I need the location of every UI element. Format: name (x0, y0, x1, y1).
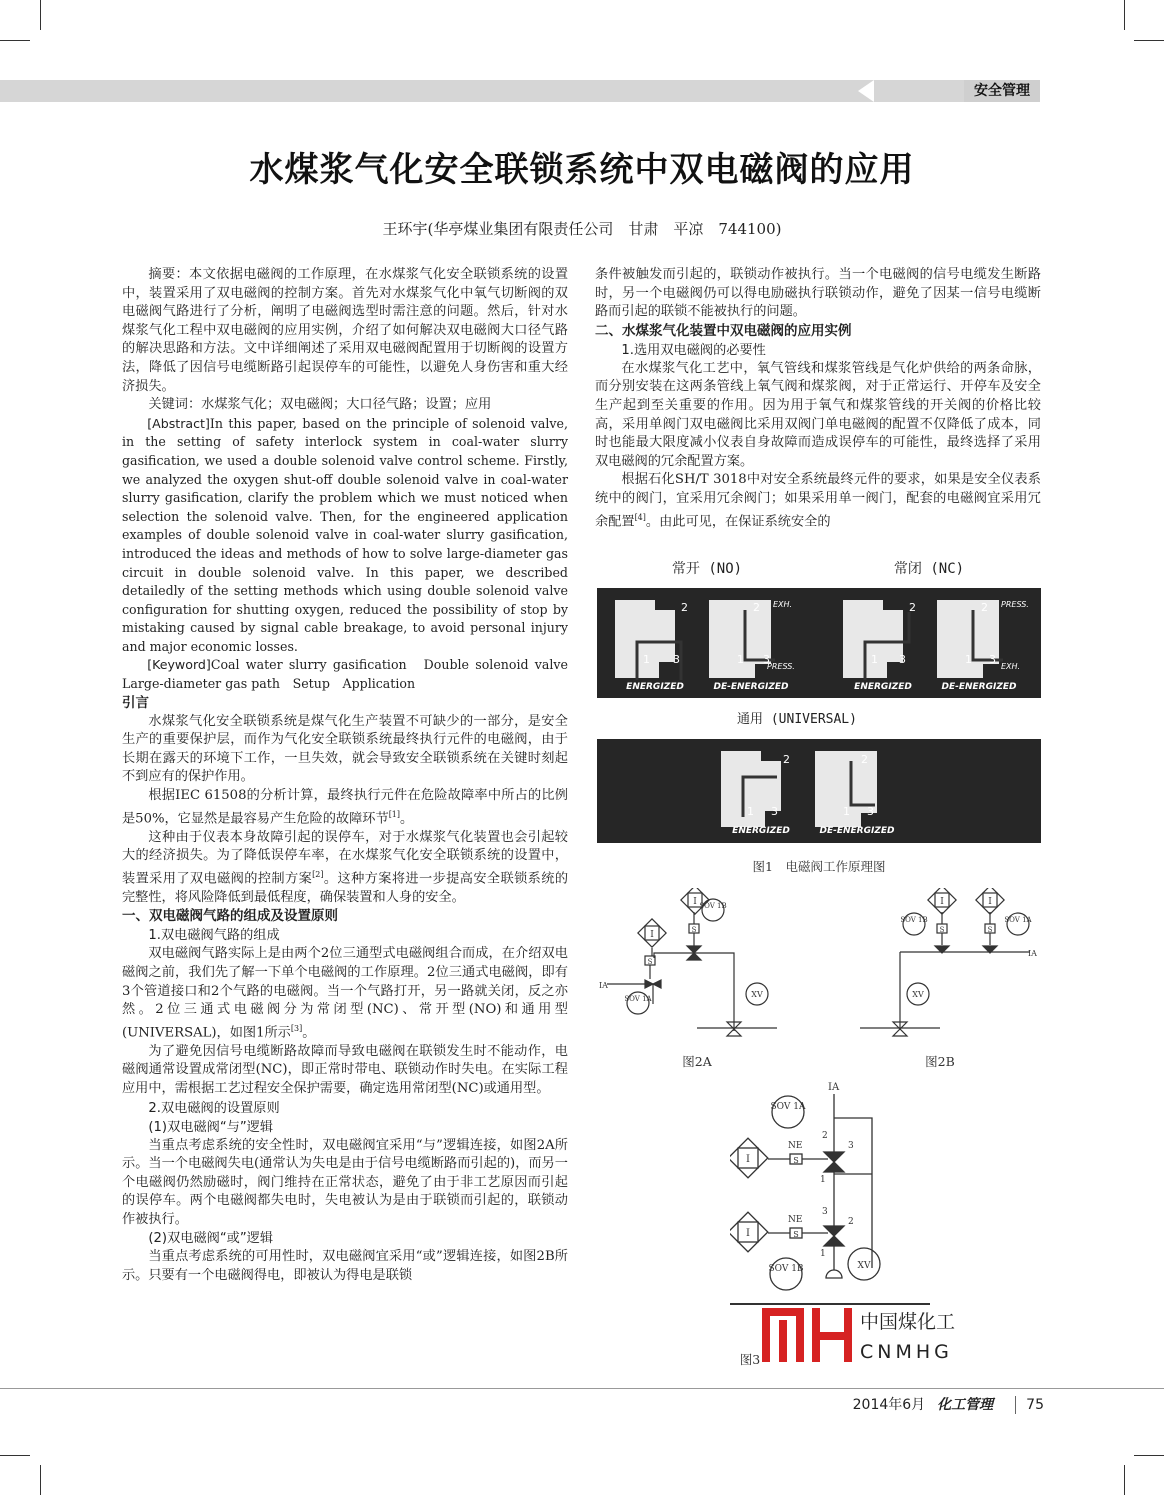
figure-1-drawing (597, 555, 1041, 885)
and-logic-paragraph: 当重点考虑系统的安全性时，双电磁阀宜采用“与”逻辑连接，如图2A所示。当一个电磁阀失电(通常认为失电是由于信号电缆断路而引起的)，而另一个电磁阀仍然励磁时，阀门维持在正常状态，避免了由于非工艺原因而引起的误停车。两个电磁阀都失电时，失电被认为是由于联锁而引起的，联锁动作被执行。 (122, 1137, 568, 1227)
svg-text:NE: NE (788, 1215, 803, 1225)
continued-paragraph: 条件被触发而引起的，联锁动作被执行。当一个电磁阀的信号电缆发生断路时，另一个电磁阀仍可以得电励磁执行联锁动作，避免了因某一信号电缆断路而引起的联锁不能被执行的问题。 (595, 267, 1041, 320)
section-2-1-paragraph-2-text: 根据石化SH/T 3018中对安全系统最终元件的要求，如果是安全仪表系统中的阀门，宜采用冗余阀门；如果采用单一阀门，配套的电磁阀宜采用冗余配置 (595, 472, 1041, 529)
english-abstract (122, 415, 568, 657)
logo-cn: 中国煤化工 (860, 1311, 956, 1333)
svg-text:IA: IA (1028, 949, 1037, 958)
svg-text:ENERGIZED: ENERGIZED (626, 682, 684, 692)
svg-text:2: 2 (783, 753, 790, 766)
and-logic-heading: (1)双电磁阀“与”逻辑 (148, 1119, 274, 1135)
svg-text:3: 3 (848, 1141, 854, 1151)
section-1-1-paragraph-2: 为了避免因信号电缆断路故障而导致电磁阀在联锁发生时不能动作，电磁阀通常设置成常闭型(NC)，即正常时带电、联锁动作时失电。在实际工程应用中，需根据工艺过程安全保护需要，确定选用常闭型(NC)或通用型。 (122, 1043, 568, 1096)
svg-text:2: 2 (753, 601, 760, 614)
figure-1 (597, 555, 1041, 885)
svg-text:I: I (940, 897, 944, 907)
svg-text:XV: XV (912, 990, 924, 999)
section-1-1-paragraph-1-end: 。 (302, 1025, 316, 1041)
keywords-text: 水煤浆气化；双电磁阀；大口径气路；设置；应用 (201, 397, 492, 413)
svg-text:1: 1 (643, 653, 650, 666)
crop-mark-top-right (1124, 0, 1125, 30)
section-1-2-heading: 2.双电磁阀的设置原则 (148, 1100, 280, 1116)
exh-tag-nc: EXH. (1001, 662, 1021, 671)
left-column (122, 266, 581, 1286)
intro-paragraph-3-end: 。这种方案将进一步提高安全联锁系统的完整性，将风险降低到最低程度，确保装置和人身的安全。 (122, 871, 569, 905)
figure-2a-drawing (597, 888, 797, 1048)
svg-text:1: 1 (965, 653, 972, 666)
section-1-1-paragraph-1-text: 双电磁阀气路实际上是由两个2位三通型式电磁阀组合而成，在介绍双电磁阀之前，我们先了解一下单个电磁阀的工作原理。2位三通式电磁阀，即有3个管道接口和2个气路的电磁阀。当一个气路打开，另一路就关闭，反之亦然。2位三通式电磁阀分为常闭型(NC)、常开型(NO)和通用型(UNIVERSAL)，如图1所示 (122, 946, 568, 1041)
or-logic-heading: (2)双电磁阀“或”逻辑 (148, 1231, 274, 1247)
svg-text:NE: NE (788, 1141, 803, 1151)
crop-mark-top-left (40, 0, 41, 30)
figure-2a (597, 888, 797, 1076)
label-normally-closed: 常闭 (NC) (893, 561, 965, 577)
english-keywords-text: Coal water slurry gasification Double solenoid valve Large-diameter gas path Setup Application (122, 657, 581, 692)
piping-2b (860, 912, 1030, 1030)
crop-mark-bottom-left-h (0, 1455, 30, 1456)
cnmhg-logo (762, 1304, 972, 1366)
svg-text:XV: XV (751, 990, 763, 999)
svg-text:DE-ENERGIZED: DE-ENERGIZED (941, 682, 1017, 692)
section-2-1-paragraph-1: 在水煤浆气化工艺中，氧气管线和煤浆管线是气化炉供给的两条命脉，而分别安装在这两条管线上氧气阀和煤浆阀，对于正常运行、开停车及安全生产起到至关重要的作用。因为用于氧气和煤浆管线的开关阀的价格比较高，采用单阀门双电磁阀比采用双阀门单电磁阀的配置不仅降低了成本，同时也能最大限度减小仪表自身故障而造成误停车的可能性，最终选择了采用双电磁阀的冗余配置方案。 (595, 360, 1041, 469)
section-2-1-paragraph-2 (595, 471, 1041, 531)
footer-separator (1015, 1396, 1016, 1414)
svg-text:1: 1 (871, 653, 878, 666)
journal-brand: 化工管理 (937, 1397, 994, 1413)
svg-text:S: S (691, 926, 697, 934)
figure-2a-caption: 图2A (682, 1054, 712, 1069)
section-2-1-paragraph-2-end: 。由此可见，在保证系统安全的 (645, 513, 831, 529)
svg-text:I: I (650, 930, 654, 940)
author-byline: 王环宇(华亭煤业集团有限责任公司 甘肃 平凉 744100) (382, 220, 782, 238)
svg-text:SOV 1A: SOV 1A (770, 1102, 806, 1112)
svg-text:S: S (987, 926, 993, 934)
svg-text:I: I (988, 897, 992, 907)
svg-text:1: 1 (747, 805, 754, 818)
svg-text:2: 2 (822, 1131, 828, 1141)
crop-mark-bottom-right-h (1134, 1455, 1164, 1456)
english-keywords (122, 656, 581, 693)
reference-1: [1] (388, 809, 401, 819)
crop-mark-top-right-h (1134, 40, 1164, 41)
right-column (595, 266, 1041, 532)
cnmhg-logo-mark (762, 1304, 972, 1366)
intro-paragraph-3 (122, 829, 568, 908)
fig3-sov-1a (772, 1096, 804, 1128)
english-abstract-text: In this paper, based on the principle of solenoid valve, in the setting of safety interlock system in coal-water slurry gasification, we used a double solenoid valve control scheme. Firstly, we analyzed the oxygen shut-off double solenoid valve in coal-water slurry gasification, clarify the problem which we must noticed when selection the solenoid valve. Then, for the engineered application examples of double solenoid valve in coal-water slurry gasification, introduced the ideas and methods of how to solve large-diameter gas circuit in double solenoid valve. In this paper, we described detailedly of the setting methods which using double solenoid valve configuration for shutting oxygen, reduced the possibility of stop by mistaking caused by signal cable breakage, to avoid personal injury and major economic losses. (122, 415, 568, 654)
svg-text:3: 3 (867, 805, 874, 818)
intro-heading: 引言 (122, 694, 149, 711)
svg-text:3: 3 (899, 653, 906, 666)
reference-4: [4] (634, 512, 646, 522)
svg-text:DE-ENERGIZED: DE-ENERGIZED (819, 826, 895, 836)
english-keywords-label: [Keyword] (147, 657, 211, 673)
svg-text:2: 2 (861, 753, 868, 766)
svg-text:I: I (746, 1228, 750, 1239)
svg-text:IA: IA (599, 981, 608, 990)
figure-1-caption: 图1 电磁阀工作原理图 (752, 859, 886, 874)
figure-3-drawing (730, 1078, 930, 1308)
keywords-label: 关键词： (148, 397, 202, 413)
svg-text:SOV 1A: SOV 1A (624, 995, 652, 1003)
header-notch (858, 80, 874, 102)
svg-text:IA: IA (828, 1082, 840, 1093)
reference-2: [2] (312, 869, 324, 879)
svg-text:S: S (939, 926, 945, 934)
svg-text:3: 3 (822, 1207, 828, 1217)
intro-paragraph-2-end: 。 (400, 811, 414, 827)
reference-3: [3] (290, 1023, 303, 1033)
intro-paragraph-2 (122, 787, 568, 829)
article-title: 水煤浆气化安全联锁系统中双电磁阀的应用 (249, 150, 915, 190)
svg-text:3: 3 (763, 653, 770, 666)
svg-text:SOV 1B: SOV 1B (900, 916, 928, 924)
svg-text:3: 3 (673, 653, 680, 666)
svg-text:SOV 1B: SOV 1B (699, 902, 727, 910)
svg-text:SOV 1A: SOV 1A (1004, 916, 1032, 924)
footer-rule (0, 1388, 1164, 1389)
intro-paragraph-2-text: 根据IEC 61508的分析计算，最终执行元件在危险故障率中所占的比例是50%，它显然是最容易产生危险的故障环节 (122, 788, 568, 827)
svg-text:ENERGIZED: ENERGIZED (732, 826, 790, 836)
section-2-heading: 二、水煤浆气化装置中双电磁阀的应用实例 (595, 322, 852, 339)
press-tag-nc: PRESS. (1001, 600, 1029, 609)
svg-text:1: 1 (843, 805, 850, 818)
footer-date: 2014年6月 (852, 1397, 926, 1413)
section-1-1-heading: 1.双电磁阀气路的组成 (148, 928, 280, 944)
crop-mark-bottom-left (40, 1465, 41, 1495)
header-bar (0, 80, 1040, 102)
abstract-text: 本文依据电磁阀的工作原理，在水煤浆气化安全联锁系统的设置中，装置采用了双电磁阀的控制方案。首先对水煤浆气化中氧气切断阀的双电磁阀气路进行了分析，阐明了电磁阀选型时需注意的问题。然后，针对水煤浆气化工程中双电磁阀的应用实例，介绍了如何解决双电磁阀大口径气路的解决思路和方法。文中详细阐述了采用双电磁阀配置用于切断阀的设置方法，降低了因信号电缆断路引起误停车的可能性，以避免人身伤害和重大经济损失。 (122, 267, 569, 394)
svg-text:1: 1 (820, 1175, 826, 1185)
section-tag: 安全管理 (964, 80, 1040, 102)
svg-text:2: 2 (909, 601, 916, 614)
exh-tag: EXH. (773, 600, 793, 609)
label-universal: 通用 (UNIVERSAL) (737, 712, 857, 727)
figure-2b (840, 888, 1040, 1076)
svg-text:3: 3 (771, 805, 778, 818)
figure-2b-drawing (840, 888, 1040, 1048)
fig3-sov-1b (770, 1258, 802, 1290)
svg-text:I: I (693, 897, 697, 907)
page-footer (853, 1394, 1044, 1414)
svg-text:ENERGIZED: ENERGIZED (854, 682, 912, 692)
figure-2b-caption: 图2B (925, 1054, 955, 1069)
figure-3-caption: 图3 (739, 1352, 761, 1367)
svg-text:2: 2 (848, 1217, 854, 1227)
svg-text:S: S (793, 1156, 799, 1165)
crop-mark-top-left-h (0, 40, 30, 41)
svg-text:DE-ENERGIZED: DE-ENERGIZED (713, 682, 789, 692)
svg-text:SOV 1B: SOV 1B (768, 1264, 804, 1274)
page-number: 75 (1026, 1397, 1044, 1413)
svg-text:2: 2 (981, 601, 988, 614)
svg-text:1: 1 (737, 653, 744, 666)
section-1-heading: 一、双电磁阀气路的组成及设置原则 (122, 908, 338, 925)
svg-text:XV: XV (857, 1261, 871, 1271)
intro-paragraph-3-text: 这种由于仪表本身故障引起的误停车，对于水煤浆气化装置也会引起较大的经济损失。为了降低误停车率，在水煤浆气化安全联锁系统的设置中，装置采用了双电磁阀的控制方案 (122, 829, 568, 887)
abstract (122, 266, 568, 396)
svg-text:3: 3 (989, 653, 996, 666)
abstract-label: 摘要： (148, 267, 190, 282)
label-normally-open: 常开 (NO) (671, 561, 743, 577)
or-logic-paragraph: 当重点考虑系统的可用性时，双电磁阀宜采用“或”逻辑连接，如图2B所示。只要有一个电磁阀得电，即被认为得电是联锁 (122, 1249, 568, 1284)
svg-text:1: 1 (820, 1249, 826, 1259)
section-1-1-paragraph-1 (122, 945, 568, 1042)
crop-mark-bottom-right (1124, 1465, 1125, 1495)
svg-text:S: S (793, 1230, 799, 1239)
english-abstract-label: [Abstract] (147, 415, 210, 431)
keywords (122, 396, 568, 415)
svg-text:I: I (746, 1154, 750, 1165)
press-tag: PRESS. (767, 662, 795, 671)
svg-text:2: 2 (681, 601, 688, 614)
svg-text:S: S (647, 958, 653, 966)
logo-en: CNMHG (860, 1341, 953, 1363)
intro-paragraph-1: 水煤浆气化安全联锁系统是煤气化生产装置不可缺少的一部分，是安全生产的重要保护层，而作为气化安全联锁系统最终执行元件的电磁阀，由于长期在露天的环境下工作，一旦失效，就会导致安全联锁系统在关键时刻起不到应有的保护作用。 (122, 713, 568, 785)
section-2-1-heading: 1.选用双电磁阀的必要性 (621, 342, 766, 358)
